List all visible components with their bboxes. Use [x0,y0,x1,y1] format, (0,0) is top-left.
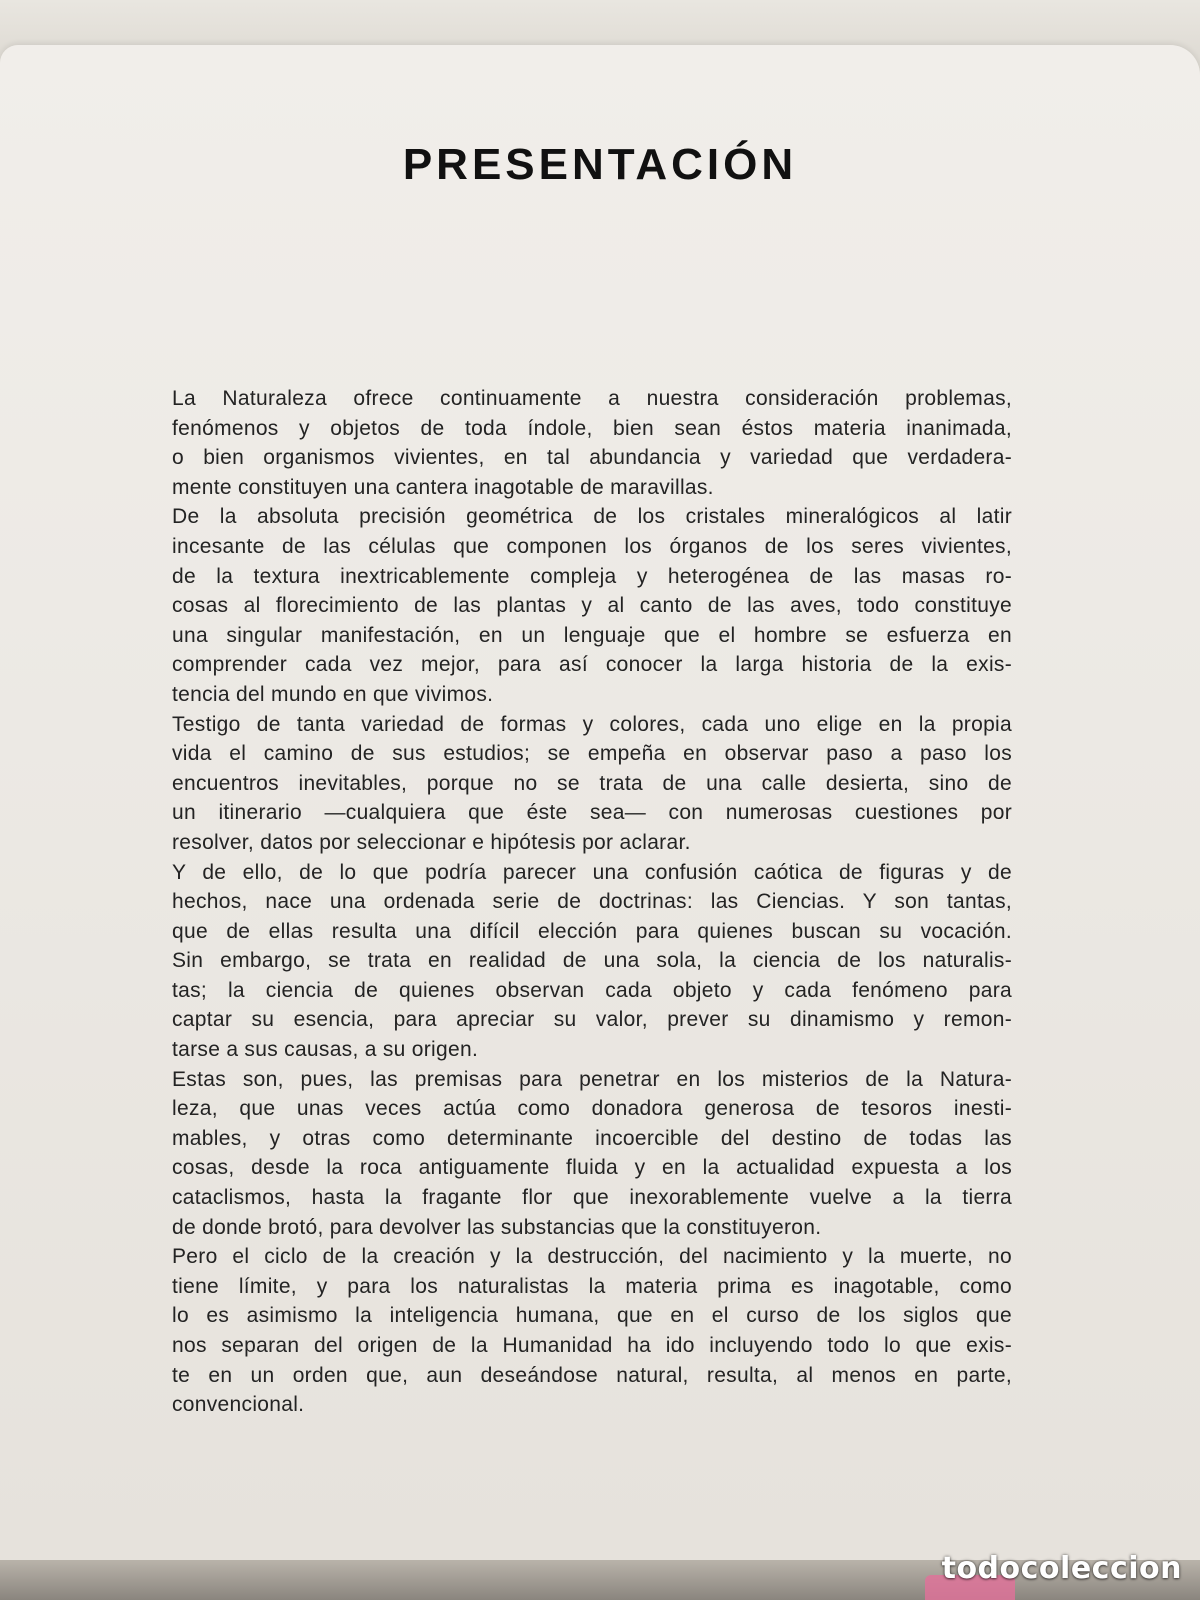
text-line: tarse a sus causas, a su origen. [172,1038,479,1062]
paragraph [172,858,1012,1065]
text-line: cataclismos, hasta la fragante flor que inexorablemente vuelve a la tierra [172,1186,1012,1210]
paragraph [172,1065,1012,1243]
watermark-logo: todocoleccion [941,1551,1182,1586]
text-line: cosas al florecimiento de las plantas y al canto de las aves, todo constituye [172,594,1012,618]
text-line: Pero el ciclo de la creación y la destrucción, del nacimiento y la muerte, no [172,1245,1012,1269]
text-line: nos separan del origen de la Humanidad ha ido incluyendo todo lo que exis- [172,1334,1012,1357]
text-line: leza, que unas veces actúa como donadora generosa de tesoros inesti- [172,1097,1012,1121]
text-line: mente constituyen una cantera inagotable de maravillas. [172,475,714,499]
text-line: Testigo de tanta variedad de formas y colores, cada uno elige en la propia [172,712,1012,736]
text-line: encuentros inevitables, porque no se trata de una calle desierta, sino de [172,771,1012,795]
text-line: tiene límite, y para los naturalistas la materia prima es inagotable, como [172,1274,1012,1298]
text-line: de donde brotó, para devolver las substancias que la constituyeron. [172,1215,822,1239]
text-line: Sin embargo, se trata en realidad de una sola, la ciencia de los naturalis- [172,949,1012,973]
text-line: Y de ello, de lo que podría parecer una confusión caótica de figuras y de [172,860,1012,884]
text-line: hechos, nace una ordenada serie de doctrinas: las Ciencias. Y son tantas, [172,890,1012,914]
text-line: resolver, datos por seleccionar e hipótesis por aclarar. [172,830,691,854]
text-line: de la textura inextricablemente compleja y heterogénea de las masas ro- [172,564,1012,588]
text-line: una singular manifestación, en un lenguaje que el hombre se esfuerza en [172,623,1012,647]
text-line: que de ellas resulta una difícil elección para quienes buscan su vocación. [172,919,1012,943]
text-line: lo es asimismo la inteligencia humana, que en el curso de los siglos que [172,1304,1012,1328]
text-line: De la absoluta precisión geométrica de los cristales mineralógicos al latir [172,505,1012,529]
paragraph [172,384,1012,502]
text-line: La Naturaleza ofrece continuamente a nuestra consideración problemas, [172,387,1012,410]
page-title: PRESENTACIÓN [402,140,798,189]
paragraph [172,710,1012,858]
text-line: o bien organismos vivientes, en tal abundancia y variedad que verdadera- [172,446,1012,470]
text-line: fenómenos y objetos de toda índole, bien sean éstos materia inanimada, [172,416,1012,440]
paragraph [172,502,1012,709]
text-line: incesante de las células que componen los órganos de los seres vivientes, [172,534,1012,558]
text-line: mables, y otras como determinante incoercible del destino de todas las [172,1126,1012,1150]
text-line: tas; la ciencia de quienes observan cada objeto y cada fenómeno para [172,978,1012,1002]
text-line: comprender cada vez mejor, para así conocer la larga historia de la exis- [172,653,1012,677]
text-line: te en un orden que, aun deseándose natural, resulta, al menos en parte, [172,1363,1012,1387]
text-line: captar su esencia, para apreciar su valor, prever su dinamismo y remon- [172,1008,1012,1032]
text-line: Estas son, pues, las premisas para penetrar en los misterios de la Natura- [172,1067,1012,1091]
text-line: tencia del mundo en que vivimos. [172,682,494,706]
text-line: un itinerario —cualquiera que éste sea— con numerosas cuestiones por [172,801,1012,825]
paragraph [172,1242,1012,1420]
text-line: convencional. [172,1393,305,1417]
text-line: vida el camino de sus estudios; se empeña en observar paso a paso los [172,742,1012,766]
text-line: cosas, desde la roca antiguamente fluida y en la actualidad expuesta a los [172,1156,1012,1180]
body-text [172,384,1012,1420]
